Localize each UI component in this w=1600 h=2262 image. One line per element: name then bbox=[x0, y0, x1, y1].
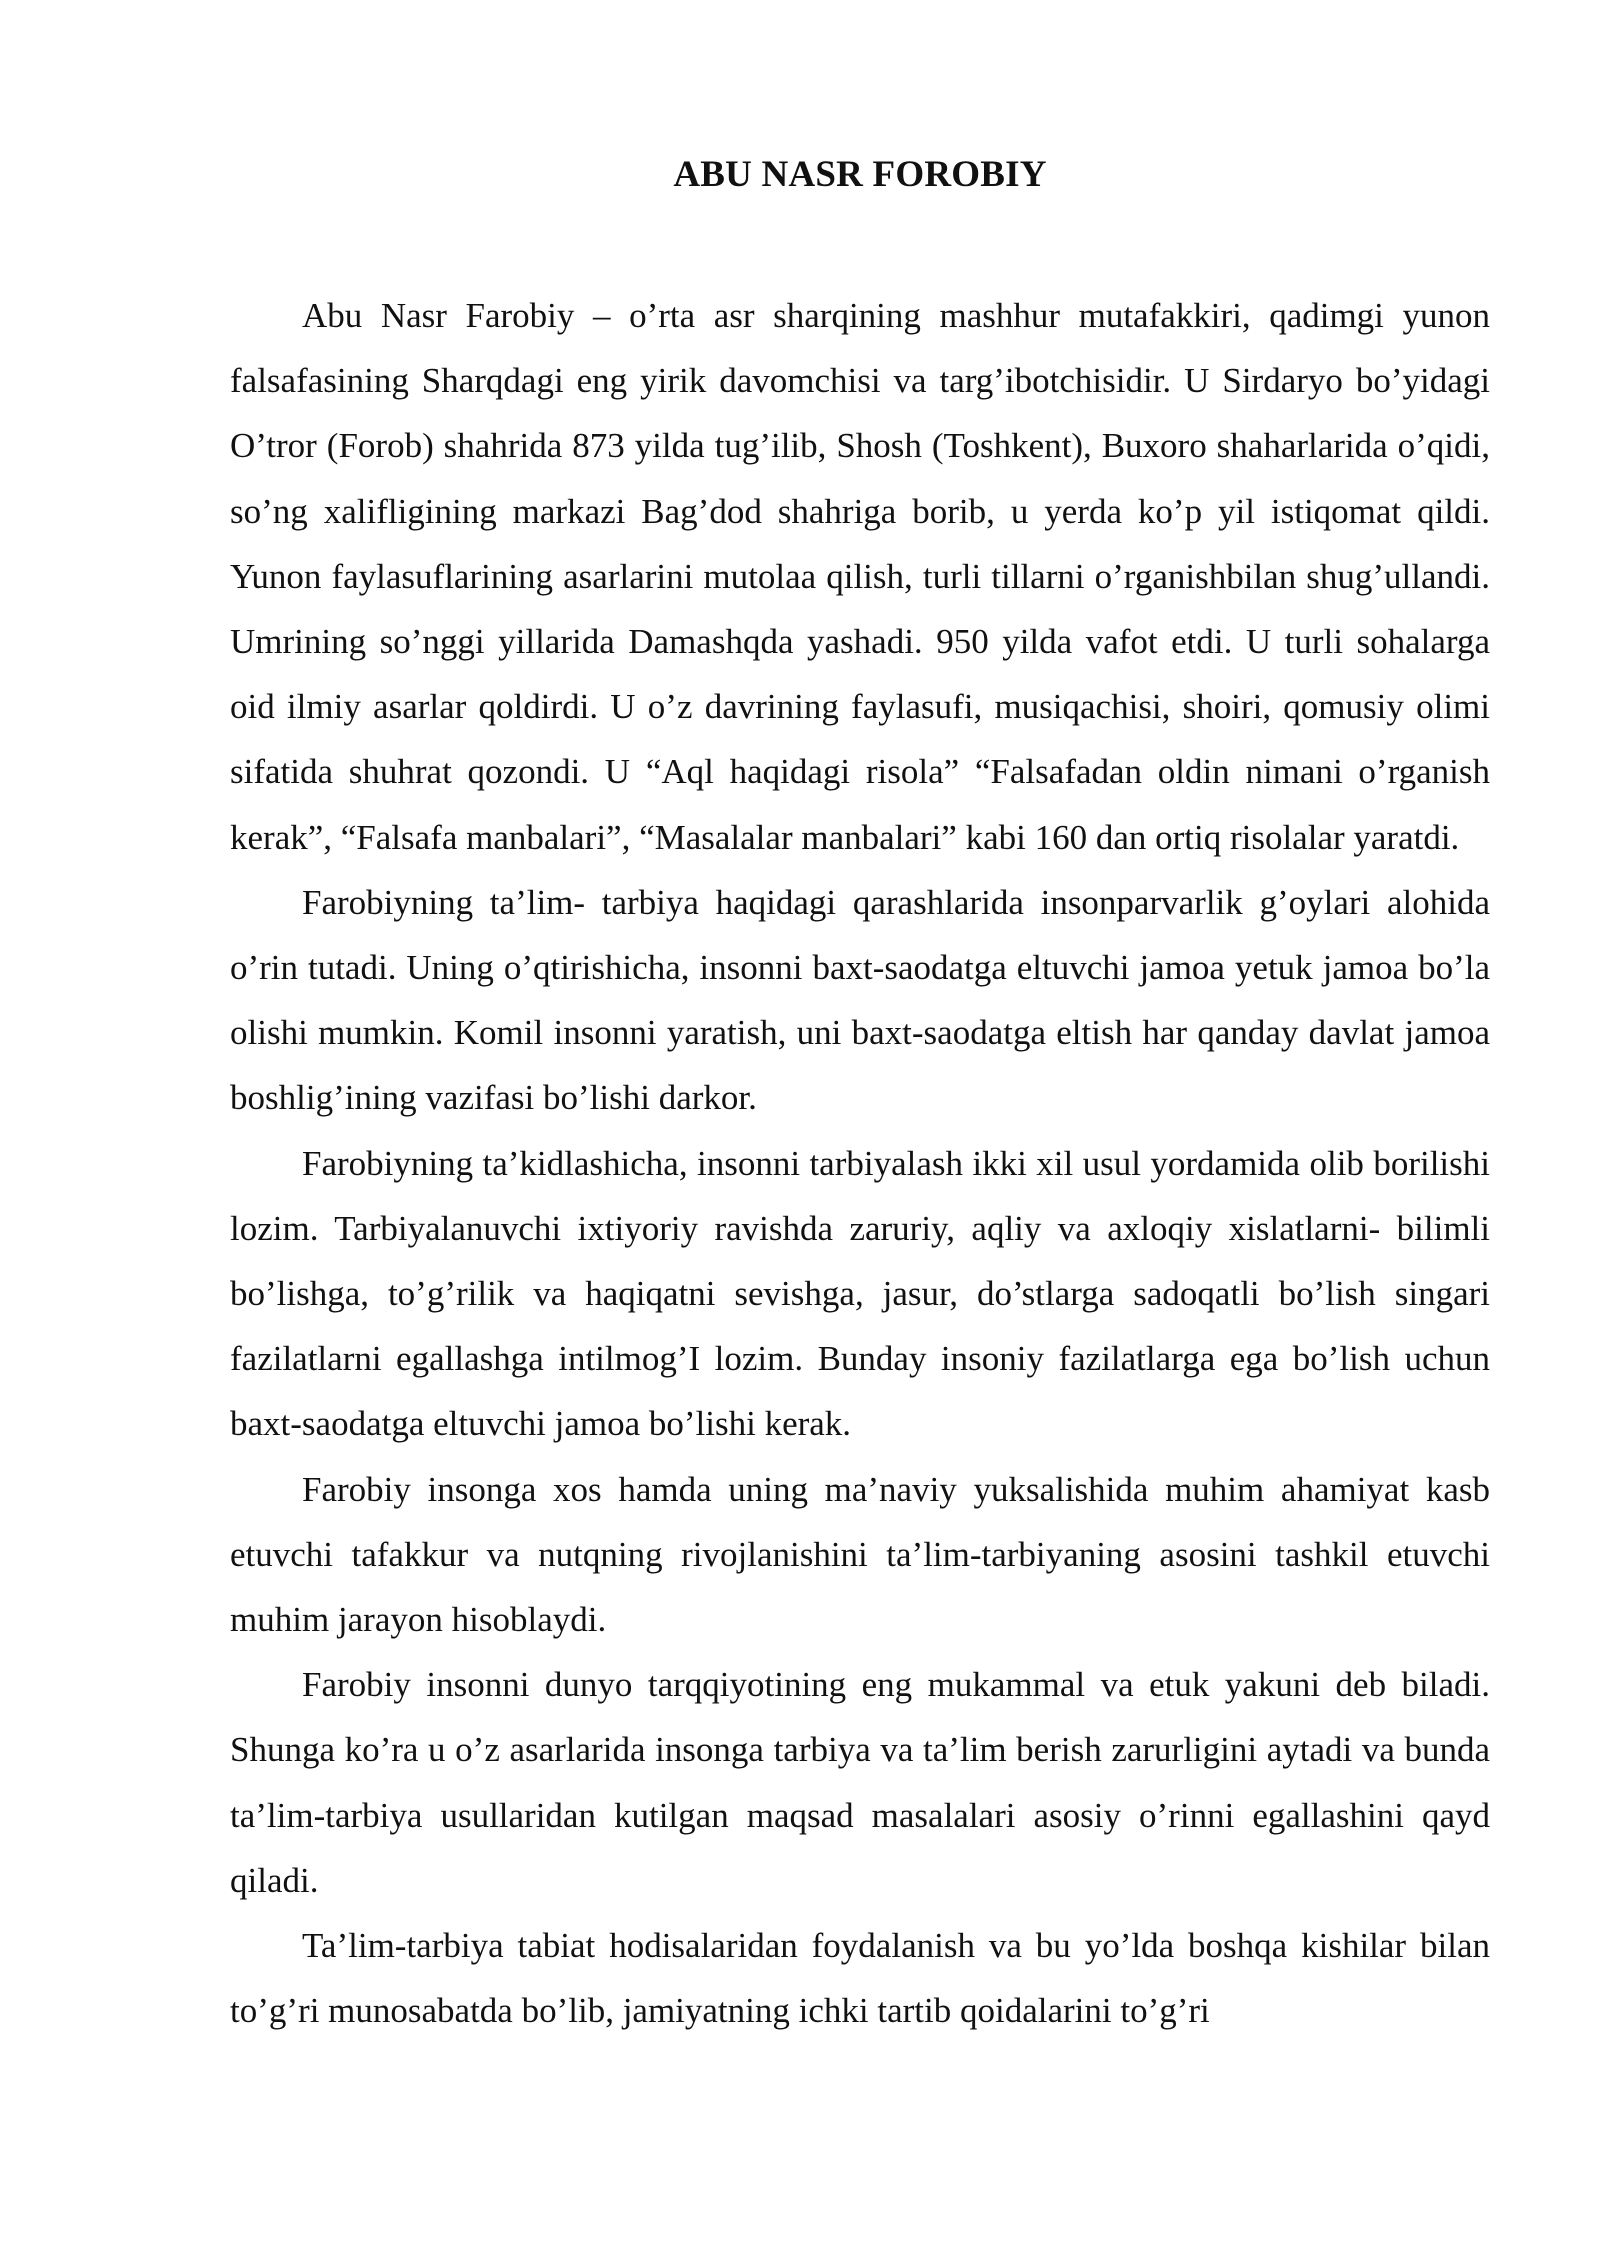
document-title: ABU NASR FOROBIY bbox=[673, 154, 1047, 195]
paragraph-5: Farobiy insonni dunyo tarqqiyotining eng mukammal va etuk yakuni deb biladi. Shunga ko’ra u o’z asarlarida insonga tarbiya va ta’lim berish zarurligini aytadi va bunda ta’lim-tarbiya usullaridan kutilgan maqsad masalalari asosiy o’rinni egallashini qayd qiladi. bbox=[230, 1665, 1490, 1900]
document-body bbox=[230, 283, 1490, 2043]
paragraph-1: Abu Nasr Farobiy – o’rta asr sharqining mashhur mutafakkiri, qadimgi yunon falsafasining Sharqdagi eng yirik davomchisi va targ’ibotchisidir. U Sirdaryo bo’yidagi O’tror (Forob) shahrida 873 yilda tug’ilib, Shosh (Toshkent), Buxoro shaharlarida o’qidi, so’ng xalifligining markazi Bag’dod shahriga borib, u yerda ko’p yil istiqomat qildi. Yunon faylasuflarining asarlarini mutolaa qilish, turli tillarni o’rganishbilan shug’ullandi. Umrining so’nggi yillarida Damashqda yashadi. 950 yilda vafot etdi. U turli sohalarga oid ilmiy asarlar qoldirdi. U o’z davrining faylasufi, musiqachisi, shoiri, qomusiy olimi sifatida shuhrat qozondi. U “Aql haqidagi risola” “Falsafadan oldin nimani o’rganish kerak”, “Falsafa manbalari”, “Masalalar manbalari” kabi 160 dan ortiq risolalar yaratdi. bbox=[230, 296, 1490, 857]
paragraph-4: Farobiy insonga xos hamda uning ma’naviy yuksalishida muhim ahamiyat kasb etuvchi tafakkur va nutqning rivojlanishini ta’lim-tarbiyaning asosini tashkil etuvchi muhim jarayon hisoblaydi. bbox=[230, 1469, 1490, 1640]
paragraph-3: Farobiyning ta’kidlashicha, insonni tarbiyalash ikki xil usul yordamida olib borilishi lozim. Tarbiyalanuvchi ixtiyoriy ravishda zaruriy, aqliy va axloqiy xislatlarni- bilimli bo’lishga, to’g’rilik va haqiqatni sevishga, jasur, do’stlarga sadoqatli bo’lish singari fazilatlarni egallashga intilmog’I lozim. Bunday insoniy fazilatlarga ega bo’lish uchun baxt-saodatga eltuvchi jamoa bo’lishi kerak. bbox=[230, 1143, 1490, 1444]
paragraph-6: Ta’lim-tarbiya tabiat hodisalaridan foydalanish va bu yo’lda boshqa kishilar bilan to’g’ri munosabatda bo’lib, jamiyatning ichki tartib qoidalarini to’g’ri bbox=[230, 1926, 1490, 2031]
paragraph-2: Farobiyning ta’lim- tarbiya haqidagi qarashlarida insonparvarlik g’oylari alohida o’rin tutadi. Uning o’qtirishicha, insonni baxt-saodatga eltuvchi jamoa yetuk jamoa bo’la olishi mumkin. Komil insonni yaratish, uni baxt-saodatga eltish har qanday davlat jamoa boshlig’ining vazifasi bo’lishi darkor. bbox=[230, 882, 1490, 1118]
